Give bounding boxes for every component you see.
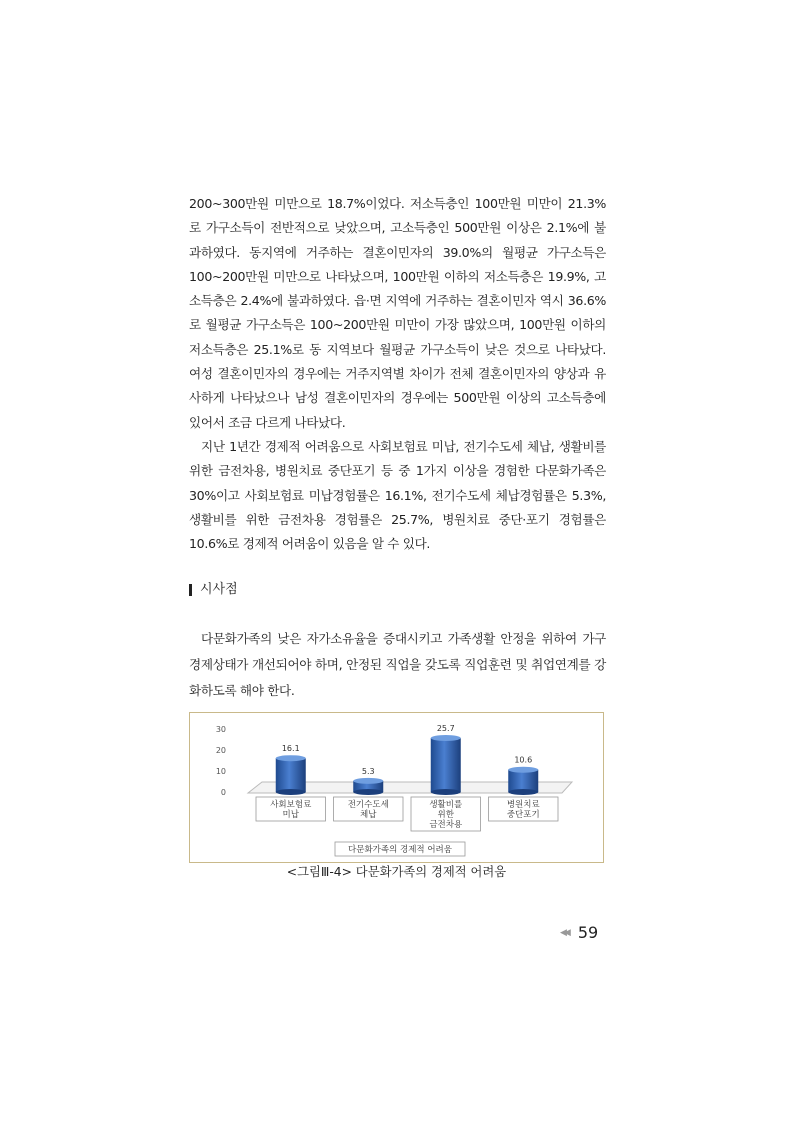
implication-text [189,626,606,704]
data-label: 10.6 [514,755,533,765]
y-tick-label: 10 [215,767,226,776]
bar [508,770,538,792]
bar-top [508,767,538,773]
y-tick-label: 0 [220,788,226,797]
chart-figure [189,712,604,863]
x-tick-label: 사회보험료 [270,800,312,810]
x-tick-label: 생활비를 [429,800,463,810]
paragraph-hardship: 지난 1년간 경제적 어려움으로 사회보험료 미납, 전기수도세 체납, 생활비를 위한 금전차용, 병원치료 중단포기 등 중 1가지 이상을 경험한 다문화가족은 30%이고 사회보험료 미납경험률은 16.1%, 전기수도세 체납경험률은 5.3%, 생활비를 위한 금전차용 경험률은 25.7%, 병원치료 중단·포기 경험률은 10.6%로 경제적 어려움이 있음을 알 수 있다. [189,438,606,552]
x-tick-label: 위한 [437,810,454,820]
page-number: 59 [577,923,599,942]
figure-caption: <그림Ⅲ-4> 다문화가족의 경제적 어려움 [286,865,507,879]
data-label: 5.3 [361,766,375,776]
bar [431,738,461,792]
paragraph-implication: 다문화가족의 낮은 자가소유율을 증대시키고 가족생활 안정을 위하여 가구 경제상태가 개선되어야 하며, 안정된 직업을 갖도록 직업훈련 및 취업연계를 강화하도록 해야 한다. [189,631,606,698]
x-tick-label: 병원치료 [506,800,540,810]
body-text [189,192,606,556]
bar-top [276,755,306,761]
x-axis-title: 다문화가족의 경제적 어려움 [348,845,452,855]
x-tick-label: 전기수도세 [347,800,389,810]
heading-marker-icon [189,584,192,596]
x-tick-label: 체납 [360,810,377,820]
bar-base [276,789,306,795]
page-arrows-icon: ◀◀ [560,928,568,938]
y-tick-label: 20 [215,746,226,755]
section-heading-text: 시사점 [200,582,238,597]
bar-chart [190,713,603,862]
bar [276,758,306,792]
x-tick-label: 미납 [282,810,299,820]
page-footer [560,922,598,944]
bar-base [508,789,538,795]
section-heading [189,580,238,600]
x-tick-label: 중단포기 [506,810,540,820]
bar-base [353,789,383,795]
bar-top [431,735,461,741]
x-tick-label: 금전차용 [429,820,463,830]
bar-base [431,789,461,795]
data-label: 25.7 [436,724,455,734]
data-label: 16.1 [281,744,300,754]
bar-top [353,778,383,784]
y-tick-label: 30 [215,725,226,734]
paragraph-income: 200~300만원 미만으로 18.7%이었다. 저소득층인 100만원 미만이 21.3%로 가구소득이 전반적으로 낮았으며, 고소득층인 500만원 이상은 2.1%에 불과하였다. 동지역에 거주하는 결혼이민자의 39.0%의 월평균 가구소득은 100~200만원 미만으로 나타났으며, 100만원 이하의 저소득층은 19.9%, 고소득층은 2.4%에 불과하였다. 읍·면 지역에 거주하는 결혼이민자 역시 36.6%로 월평균 가구소득은 100~200만원 미만이 가장 많았으며, 100만원 이하의 저소득층은 25.1%로 동 지역보다 월평균 가구소득이 낮은 것으로 나타났다. 여성 결혼이민자의 경우에는 거주지역별 차이가 전체 결혼이민자의 양상과 유사하게 나타났으나 남성 결혼이민자의 경우에는 500만원 이상의 고소득층에 있어서 조금 다르게 나타났다. [189,196,606,430]
